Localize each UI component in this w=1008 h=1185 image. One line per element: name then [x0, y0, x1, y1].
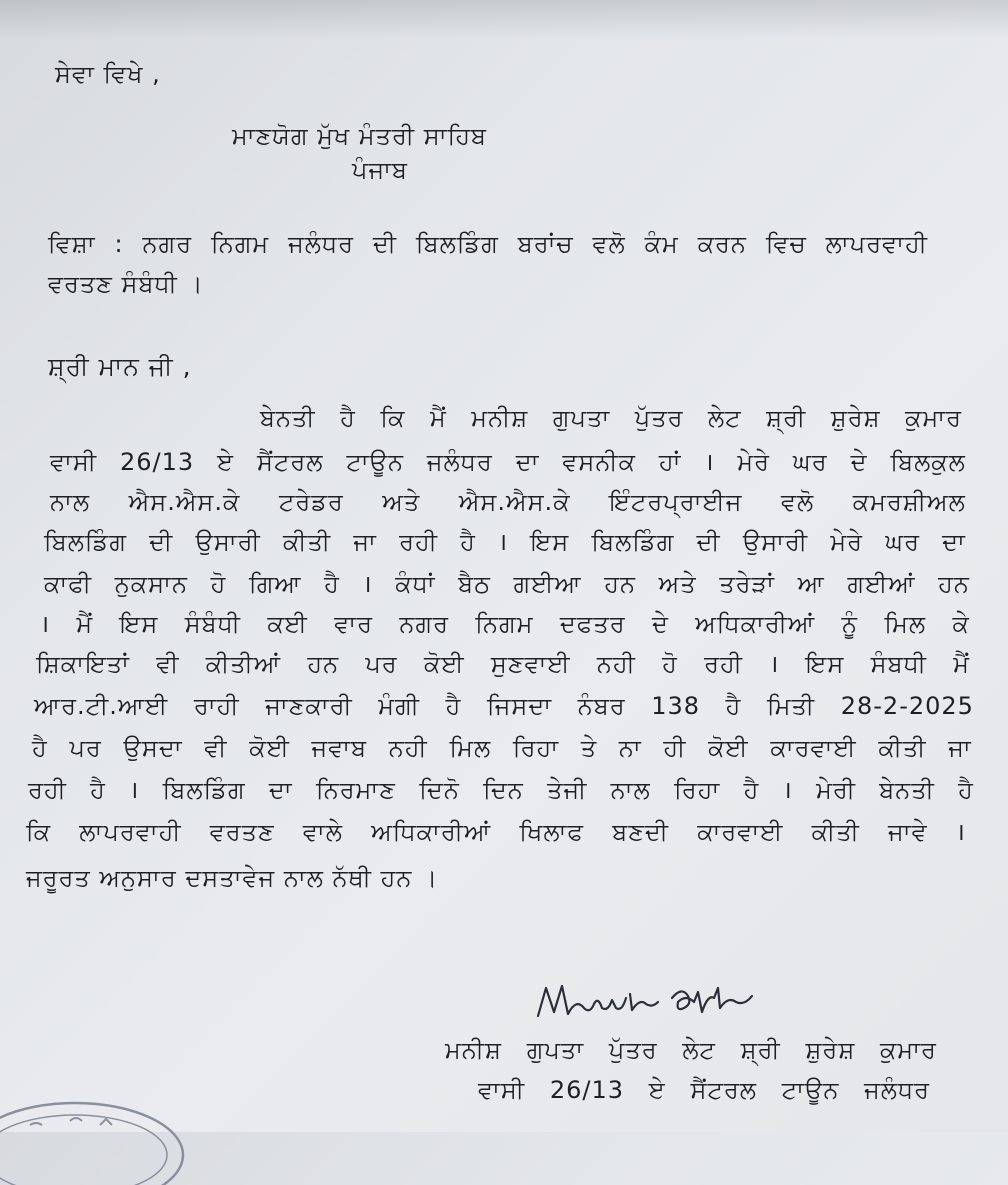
- page-shadow: [0, 0, 1008, 40]
- recipient-state: ਪੰਜਾਬ: [352, 156, 408, 184]
- stamp-mark: [0, 1095, 190, 1185]
- body-line-11: ਕਿ ਲਾਪਰਵਾਹੀ ਵਰਤਣ ਵਾਲੇ ਅਧਿਕਾਰੀਆਂ ਖਿਲਾਫ ਬਣਦੀ ਕਾਰਵਾਈ ਕੀਤੀ ਜਾਵੇ ।: [26, 818, 966, 846]
- body-line-5: ਕਾਫੀ ਨੁਕਸਾਨ ਹੋ ਗਿਆ ਹੈ । ਕੰਧਾਂ ਬੈਠ ਗਈਆ ਹਨ ਅਤੇ ਤਰੇੜਾਂ ਆ ਗਈਆਂ ਹਨ: [44, 570, 970, 598]
- body-line-12: ਜਰੂਰਤ ਅਨੁਸਾਰ ਦਸਤਾਵੇਜ ਨਾਲ ਨੱਥੀ ਹਨ ।: [26, 864, 439, 892]
- salutation: ਸ਼੍ਰੀ ਮਾਨ ਜੀ ,: [48, 352, 192, 381]
- body-line-3: ਨਾਲ ਐਸ.ਐਸ.ਕੇ ਟਰੇਡਰ ਅਤੇ ਐਸ.ਐਸ.ਕੇ ਇੰਟਰਪ੍ਰਾਈਜ ਵਲੋ ਕਮਰਸ਼ੀਅਲ: [50, 488, 966, 516]
- subject-line-2: ਵਰਤਣ ਸੰਬੰਧੀ ।: [48, 270, 204, 298]
- body-line-9: ਹੈ ਪਰ ਉਸਦਾ ਵੀ ਕੋਈ ਜਵਾਬ ਨਹੀ ਮਿਲ ਰਿਹਾ ਤੇ ਨਾ ਹੀ ਕੋਈ ਕਾਰਵਾਈ ਕੀਤੀ ਜਾ: [32, 734, 972, 762]
- subject-line-1: ਵਿਸ਼ਾ : ਨਗਰ ਨਿਗਮ ਜਲੰਧਰ ਦੀ ਬਿਲਡਿੰਗ ਬਰਾਂਚ ਵਲੋ ਕੰਮ ਕਰਨ ਵਿਚ ਲਾਪਰਵਾਹੀ: [48, 230, 928, 258]
- body-line-6: । ਮੈਂ ਇਸ ਸੰਬੰਧੀ ਕਈ ਵਾਰ ਨਗਰ ਨਿਗਮ ਦਫਤਰ ਦੇ ਅਧਿਕਾਰੀਆਂ ਨੂੰ ਮਿਲ ਕੇ: [40, 610, 970, 638]
- body-line-7: ਸ਼ਿਕਾਇਤਾਂ ਵੀ ਕੀਤੀਆਂ ਹਨ ਪਰ ਕੋਈ ਸੁਣਵਾਈ ਨਹੀ ਹੋ ਰਹੀ । ਇਸ ਸੰਬਧੀ ਮੈਂ: [36, 650, 970, 678]
- body-line-10: ਰਹੀ ਹੈ । ਬਿਲਡਿੰਗ ਦਾ ਨਿਰਮਾਣ ਦਿਨੋ ਦਿਨ ਤੇਜੀ ਨਾਲ ਰਿਹਾ ਹੈ । ਮੇਰੀ ਬੇਨਤੀ ਹੈ: [28, 776, 974, 804]
- letter-opening: ਸੇਵਾ ਵਿਖੇ ,: [55, 60, 161, 88]
- signature-mark: [532, 968, 782, 1028]
- sender-name: ਮਨੀਸ਼ ਗੁਪਤਾ ਪੁੱਤਰ ਲੇਟ ਸ਼੍ਰੀ ਸ਼ੁਰੇਸ਼ ਕੁਮਾਰ: [445, 1036, 937, 1064]
- recipient-title: ਮਾਣਯੋਗ ਮੁੱਖ ਮੰਤਰੀ ਸਾਹਿਬ: [232, 122, 488, 150]
- sender-address: ਵਾਸੀ 26/13 ਏ ਸੈਂਟਰਲ ਟਾਊਨ ਜਲੰਧਰ: [478, 1076, 930, 1104]
- body-line-2: ਵਾਸੀ 26/13 ਏ ਸੈਂਟਰਲ ਟਾਊਨ ਜਲੰਧਰ ਦਾ ਵਸਨੀਕ ਹਾਂ । ਮੇਰੇ ਘਰ ਦੇ ਬਿਲਕੁਲ: [50, 448, 966, 476]
- body-line-4: ਬਿਲਡਿੰਗ ਦੀ ਉਸਾਰੀ ਕੀਤੀ ਜਾ ਰਹੀ ਹੈ । ਇਸ ਬਿਲਡਿੰਗ ਦੀ ਉਸਾਰੀ ਮੇਰੇ ਘਰ ਦਾ: [44, 528, 966, 556]
- body-line-1: ਬੇਨਤੀ ਹੈ ਕਿ ਮੈਂ ਮਨੀਸ਼ ਗੁਪਤਾ ਪੁੱਤਰ ਲੇਟ ਸ਼੍ਰੀ ਸ਼ੁਰੇਸ਼ ਕੁਮਾਰ: [260, 404, 962, 432]
- body-line-8: ਆਰ.ਟੀ.ਆਈ ਰਾਹੀ ਜਾਣਕਾਰੀ ਮੰਗੀ ਹੈ ਜਿਸਦਾ ਨੰਬਰ 138 ਹੈ ਮਿਤੀ 28-2-2025: [34, 692, 974, 720]
